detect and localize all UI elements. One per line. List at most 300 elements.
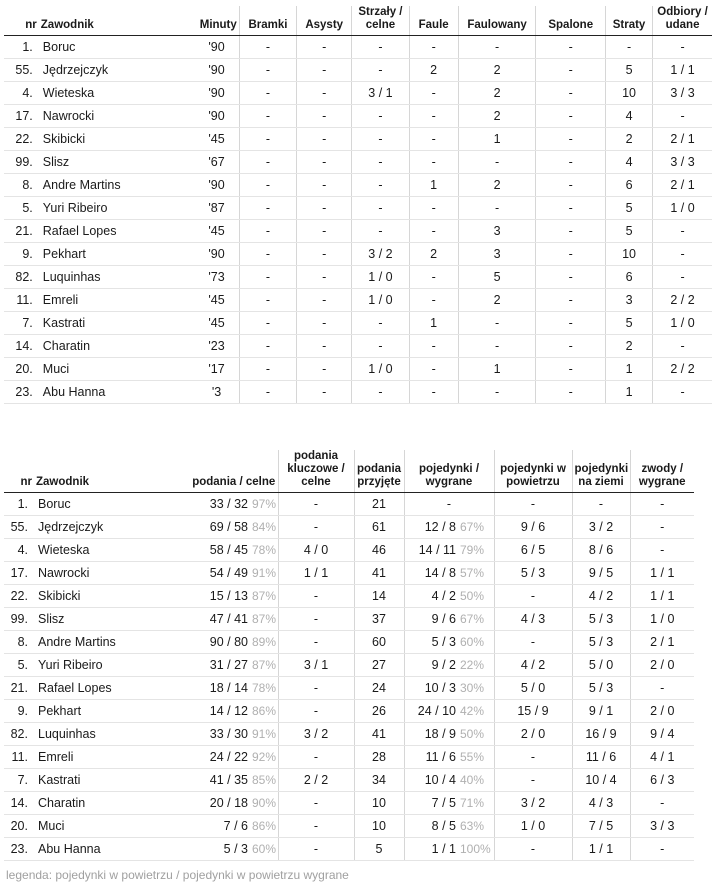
table-row <box>4 312 712 335</box>
shots-cell: - <box>352 174 409 197</box>
player-number: 17. <box>4 105 39 128</box>
duels-cell: - <box>404 493 494 516</box>
losses-cell: 2 <box>606 335 653 358</box>
goals-cell: - <box>239 174 296 197</box>
player-name: Slisz <box>34 608 190 631</box>
fouled-cell: 2 <box>458 82 536 105</box>
duels-percent: 71% <box>460 796 485 810</box>
duels-percent: 57% <box>460 566 485 580</box>
passes-percent: 89% <box>252 635 277 649</box>
passes-percent: 92% <box>252 750 277 764</box>
losses-cell: 6 <box>606 174 653 197</box>
table-row <box>4 838 694 861</box>
recoveries-cell: - <box>653 105 712 128</box>
minutes-cell: '87 <box>194 197 239 220</box>
shots-cell: - <box>352 335 409 358</box>
header-duels: pojedynki / wygrane <box>404 450 494 493</box>
table-row <box>4 700 694 723</box>
shots-cell: 1 / 0 <box>352 266 409 289</box>
passes-value: 69 / 58 <box>209 520 248 534</box>
passes-value: 31 / 27 <box>209 658 248 672</box>
goals-cell: - <box>239 82 296 105</box>
tackles-cell: 1 / 1 <box>630 585 694 608</box>
minutes-cell: '90 <box>194 59 239 82</box>
key-passes-cell: 2 / 2 <box>278 769 354 792</box>
fouled-cell: 1 <box>458 358 536 381</box>
player-name: Skibicki <box>39 128 195 151</box>
assists-cell: - <box>297 59 352 82</box>
shots-cell: - <box>352 105 409 128</box>
passes-cell <box>190 677 278 700</box>
passes-cell <box>190 539 278 562</box>
received-cell: 21 <box>354 493 404 516</box>
ground-duels-cell: 9 / 1 <box>572 700 630 723</box>
key-passes-cell: 3 / 1 <box>278 654 354 677</box>
player-name: Wieteska <box>34 539 190 562</box>
key-passes-cell: - <box>278 792 354 815</box>
header-player: Zawodnik <box>39 6 195 36</box>
passes-cell <box>190 838 278 861</box>
key-passes-cell: - <box>278 815 354 838</box>
player-number: 23. <box>4 381 39 404</box>
offsides-cell: - <box>536 82 606 105</box>
ground-duels-cell: 4 / 3 <box>572 792 630 815</box>
duels-percent: 42% <box>460 704 485 718</box>
aerial-duels-cell: 3 / 2 <box>494 792 572 815</box>
shots-cell: - <box>352 128 409 151</box>
table-row <box>4 266 712 289</box>
shots-cell: 1 / 0 <box>352 358 409 381</box>
offsides-cell: - <box>536 59 606 82</box>
offsides-cell: - <box>536 197 606 220</box>
table-row <box>4 358 712 381</box>
minutes-cell: '23 <box>194 335 239 358</box>
passes-value: 33 / 32 <box>209 497 248 511</box>
goals-cell: - <box>239 358 296 381</box>
assists-cell: - <box>297 82 352 105</box>
header-ground-duels: pojedynki na ziemi <box>572 450 630 493</box>
tackles-cell: 4 / 1 <box>630 746 694 769</box>
fouled-cell: 5 <box>458 266 536 289</box>
recoveries-cell: 1 / 0 <box>653 197 712 220</box>
player-number: 99. <box>4 608 34 631</box>
player-number: 9. <box>4 243 39 266</box>
player-number: 22. <box>4 128 39 151</box>
passes-cell <box>190 723 278 746</box>
recoveries-cell: 3 / 3 <box>653 82 712 105</box>
player-name: Slisz <box>39 151 195 174</box>
duels-percent: 55% <box>460 750 485 764</box>
aerial-duels-cell: 5 / 0 <box>494 677 572 700</box>
header-offsides: Spalone <box>536 6 606 36</box>
duels-value: 5 / 3 <box>431 635 456 649</box>
recoveries-cell: 1 / 1 <box>653 59 712 82</box>
tackles-cell: 2 / 0 <box>630 700 694 723</box>
ground-duels-cell: 9 / 5 <box>572 562 630 585</box>
tackles-cell: 6 / 3 <box>630 769 694 792</box>
received-cell: 28 <box>354 746 404 769</box>
aerial-duels-cell: 5 / 3 <box>494 562 572 585</box>
table-header-row <box>4 6 712 36</box>
player-name: Nawrocki <box>34 562 190 585</box>
passes-value: 15 / 13 <box>209 589 248 603</box>
duels-percent: 100% <box>460 842 491 856</box>
tackles-cell: - <box>630 677 694 700</box>
losses-cell: - <box>606 36 653 59</box>
player-name: Yuri Ribeiro <box>39 197 195 220</box>
passes-percent: 86% <box>252 704 277 718</box>
passes-value: 90 / 80 <box>209 635 248 649</box>
match-stats-table <box>4 6 712 404</box>
passes-value: 18 / 14 <box>209 681 248 695</box>
recoveries-cell: - <box>653 381 712 404</box>
header-nr: nr <box>4 450 34 493</box>
player-name: Wieteska <box>39 82 195 105</box>
fouled-cell: 2 <box>458 174 536 197</box>
aerial-duels-cell: - <box>494 493 572 516</box>
goals-cell: - <box>239 36 296 59</box>
goals-cell: - <box>239 105 296 128</box>
tackles-cell: 2 / 1 <box>630 631 694 654</box>
tackles-cell: 9 / 4 <box>630 723 694 746</box>
passes-percent: 91% <box>252 566 277 580</box>
duels-cell <box>404 654 494 677</box>
assists-cell: - <box>297 36 352 59</box>
player-number: 82. <box>4 723 34 746</box>
goals-cell: - <box>239 289 296 312</box>
ground-duels-cell: - <box>572 493 630 516</box>
offsides-cell: - <box>536 174 606 197</box>
duels-cell <box>404 700 494 723</box>
table-row <box>4 608 694 631</box>
assists-cell: - <box>297 289 352 312</box>
player-name: Boruc <box>39 36 195 59</box>
minutes-cell: '90 <box>194 36 239 59</box>
player-name: Muci <box>39 358 195 381</box>
offsides-cell: - <box>536 266 606 289</box>
table-row <box>4 381 712 404</box>
offsides-cell: - <box>536 151 606 174</box>
received-cell: 60 <box>354 631 404 654</box>
player-number: 23. <box>4 838 34 861</box>
player-name: Abu Hanna <box>39 381 195 404</box>
fouled-cell: 3 <box>458 243 536 266</box>
fouls-cell: - <box>409 358 458 381</box>
duels-percent: 22% <box>460 658 485 672</box>
tackles-cell: - <box>630 792 694 815</box>
aerial-duels-cell: 15 / 9 <box>494 700 572 723</box>
goals-cell: - <box>239 335 296 358</box>
aerial-duels-cell: - <box>494 769 572 792</box>
aerial-duels-cell: - <box>494 746 572 769</box>
passes-percent: 78% <box>252 543 277 557</box>
duels-percent: 50% <box>460 589 485 603</box>
tackles-cell: - <box>630 838 694 861</box>
recoveries-cell: - <box>653 335 712 358</box>
table-row <box>4 36 712 59</box>
player-number: 11. <box>4 746 34 769</box>
header-nr: nr <box>4 6 39 36</box>
table-row <box>4 335 712 358</box>
passes-value: 7 / 6 <box>223 819 248 833</box>
losses-cell: 2 <box>606 128 653 151</box>
received-cell: 10 <box>354 815 404 838</box>
assists-cell: - <box>297 174 352 197</box>
player-name: Jędrzejczyk <box>34 516 190 539</box>
aerial-duels-cell: 4 / 2 <box>494 654 572 677</box>
losses-cell: 5 <box>606 220 653 243</box>
aerial-duels-cell: - <box>494 838 572 861</box>
goals-cell: - <box>239 128 296 151</box>
tackles-cell: 2 / 0 <box>630 654 694 677</box>
goals-cell: - <box>239 197 296 220</box>
recoveries-cell: - <box>653 220 712 243</box>
duels-cell <box>404 723 494 746</box>
shots-cell: 3 / 1 <box>352 82 409 105</box>
minutes-cell: '67 <box>194 151 239 174</box>
fouls-cell: - <box>409 381 458 404</box>
losses-cell: 4 <box>606 151 653 174</box>
table-row <box>4 59 712 82</box>
player-number: 1. <box>4 36 39 59</box>
passes-value: 20 / 18 <box>209 796 248 810</box>
assists-cell: - <box>297 151 352 174</box>
aerial-duels-cell: - <box>494 631 572 654</box>
player-name: Charatin <box>39 335 195 358</box>
duels-cell <box>404 792 494 815</box>
table-row <box>4 792 694 815</box>
recoveries-cell: - <box>653 243 712 266</box>
player-name: Rafael Lopes <box>39 220 195 243</box>
ground-duels-cell: 8 / 6 <box>572 539 630 562</box>
player-number: 17. <box>4 562 34 585</box>
fouls-cell: - <box>409 36 458 59</box>
player-number: 8. <box>4 174 39 197</box>
recoveries-cell: - <box>653 266 712 289</box>
player-name: Abu Hanna <box>34 838 190 861</box>
fouled-cell: - <box>458 335 536 358</box>
received-cell: 5 <box>354 838 404 861</box>
table-row <box>4 82 712 105</box>
duels-value: 9 / 6 <box>431 612 456 626</box>
header-received: podania przyjęte <box>354 450 404 493</box>
key-passes-cell: - <box>278 746 354 769</box>
tackles-cell: 1 / 1 <box>630 562 694 585</box>
player-number: 7. <box>4 312 39 335</box>
recoveries-cell: 2 / 1 <box>653 174 712 197</box>
fouled-cell: 1 <box>458 128 536 151</box>
duels-percent: 67% <box>460 612 485 626</box>
recoveries-cell: 3 / 3 <box>653 151 712 174</box>
player-number: 5. <box>4 197 39 220</box>
recoveries-cell: 2 / 2 <box>653 289 712 312</box>
fouled-cell: - <box>458 151 536 174</box>
fouls-cell: - <box>409 335 458 358</box>
passes-value: 47 / 41 <box>209 612 248 626</box>
player-number: 7. <box>4 769 34 792</box>
duels-cell <box>404 815 494 838</box>
header-passes: podania / celne <box>190 450 278 493</box>
goals-cell: - <box>239 59 296 82</box>
fouls-cell: - <box>409 151 458 174</box>
minutes-cell: '45 <box>194 220 239 243</box>
duels-value: 4 / 2 <box>431 589 456 603</box>
duels-cell <box>404 585 494 608</box>
received-cell: 34 <box>354 769 404 792</box>
player-name: Muci <box>34 815 190 838</box>
table-row <box>4 815 694 838</box>
header-minutes: Minuty <box>194 6 239 36</box>
passes-percent: 84% <box>252 520 277 534</box>
assists-cell: - <box>297 381 352 404</box>
player-name: Emreli <box>39 289 195 312</box>
player-number: 20. <box>4 815 34 838</box>
key-passes-cell: 4 / 0 <box>278 539 354 562</box>
passes-value: 41 / 35 <box>209 773 248 787</box>
offsides-cell: - <box>536 381 606 404</box>
duels-value: 10 / 3 <box>424 681 456 695</box>
received-cell: 27 <box>354 654 404 677</box>
fouled-cell: - <box>458 36 536 59</box>
player-number: 1. <box>4 493 34 516</box>
passes-percent: 97% <box>252 497 277 511</box>
shots-cell: - <box>352 59 409 82</box>
offsides-cell: - <box>536 358 606 381</box>
fouls-cell: - <box>409 289 458 312</box>
duels-cell <box>404 516 494 539</box>
player-number: 14. <box>4 792 34 815</box>
minutes-cell: '90 <box>194 243 239 266</box>
passes-percent: 60% <box>252 842 277 856</box>
ground-duels-cell: 16 / 9 <box>572 723 630 746</box>
player-number: 8. <box>4 631 34 654</box>
offsides-cell: - <box>536 128 606 151</box>
duels-cell <box>404 539 494 562</box>
player-name: Luquinhas <box>39 266 195 289</box>
key-passes-cell: 1 / 1 <box>278 562 354 585</box>
player-name: Emreli <box>34 746 190 769</box>
table-header-row <box>4 450 694 493</box>
offsides-cell: - <box>536 105 606 128</box>
fouls-cell: 2 <box>409 59 458 82</box>
header-goals: Bramki <box>239 6 296 36</box>
player-number: 55. <box>4 516 34 539</box>
goals-cell: - <box>239 243 296 266</box>
player-number: 55. <box>4 59 39 82</box>
received-cell: 26 <box>354 700 404 723</box>
aerial-duels-cell: 9 / 6 <box>494 516 572 539</box>
minutes-cell: '45 <box>194 312 239 335</box>
minutes-cell: '90 <box>194 82 239 105</box>
player-number: 5. <box>4 654 34 677</box>
header-aerial-duels: pojedynki w powietrzu <box>494 450 572 493</box>
fouled-cell: - <box>458 381 536 404</box>
passes-cell <box>190 815 278 838</box>
player-number: 11. <box>4 289 39 312</box>
player-name: Kastrati <box>34 769 190 792</box>
duels-cell <box>404 838 494 861</box>
shots-cell: - <box>352 197 409 220</box>
duels-value: 14 / 8 <box>424 566 456 580</box>
passes-percent: 85% <box>252 773 277 787</box>
player-name: Kastrati <box>39 312 195 335</box>
shots-cell: 1 / 0 <box>352 289 409 312</box>
minutes-cell: '17 <box>194 358 239 381</box>
duels-value: 8 / 5 <box>431 819 456 833</box>
player-name: Andre Martins <box>39 174 195 197</box>
aerial-duels-cell: 1 / 0 <box>494 815 572 838</box>
duels-value: 7 / 5 <box>431 796 456 810</box>
passes-value: 14 / 12 <box>209 704 248 718</box>
passes-value: 54 / 49 <box>209 566 248 580</box>
passing-duels-table <box>4 450 694 861</box>
passes-percent: 87% <box>252 589 277 603</box>
ground-duels-cell: 5 / 3 <box>572 631 630 654</box>
header-assists: Asysty <box>297 6 352 36</box>
duels-cell <box>404 769 494 792</box>
duels-cell <box>404 608 494 631</box>
header-shots: Strzały / celne <box>352 6 409 36</box>
table-row <box>4 289 712 312</box>
passes-value: 5 / 3 <box>223 842 248 856</box>
received-cell: 14 <box>354 585 404 608</box>
passes-cell <box>190 792 278 815</box>
fouls-cell: - <box>409 197 458 220</box>
received-cell: 41 <box>354 723 404 746</box>
offsides-cell: - <box>536 243 606 266</box>
passes-percent: 86% <box>252 819 277 833</box>
passes-percent: 87% <box>252 612 277 626</box>
offsides-cell: - <box>536 335 606 358</box>
received-cell: 61 <box>354 516 404 539</box>
losses-cell: 5 <box>606 197 653 220</box>
player-number: 22. <box>4 585 34 608</box>
aerial-duels-cell: 2 / 0 <box>494 723 572 746</box>
passes-cell <box>190 585 278 608</box>
assists-cell: - <box>297 220 352 243</box>
duels-percent: 50% <box>460 727 485 741</box>
offsides-cell: - <box>536 220 606 243</box>
goals-cell: - <box>239 312 296 335</box>
player-name: Nawrocki <box>39 105 195 128</box>
losses-cell: 1 <box>606 358 653 381</box>
fouls-cell: 1 <box>409 174 458 197</box>
recoveries-cell: 2 / 1 <box>653 128 712 151</box>
passes-percent: 90% <box>252 796 277 810</box>
player-number: 4. <box>4 539 34 562</box>
table-row <box>4 562 694 585</box>
tackles-cell: - <box>630 493 694 516</box>
goals-cell: - <box>239 151 296 174</box>
player-name: Skibicki <box>34 585 190 608</box>
recoveries-cell: - <box>653 36 712 59</box>
fouls-cell: 1 <box>409 312 458 335</box>
key-passes-cell: - <box>278 631 354 654</box>
duels-cell <box>404 562 494 585</box>
passes-cell <box>190 746 278 769</box>
key-passes-cell: - <box>278 677 354 700</box>
passes-cell <box>190 769 278 792</box>
table-row <box>4 585 694 608</box>
received-cell: 37 <box>354 608 404 631</box>
shots-cell: - <box>352 381 409 404</box>
minutes-cell: '73 <box>194 266 239 289</box>
player-name: Charatin <box>34 792 190 815</box>
duels-value: 9 / 2 <box>431 658 456 672</box>
duels-value: 10 / 4 <box>424 773 456 787</box>
fouled-cell: 2 <box>458 59 536 82</box>
duels-value: 11 / 6 <box>425 750 456 764</box>
